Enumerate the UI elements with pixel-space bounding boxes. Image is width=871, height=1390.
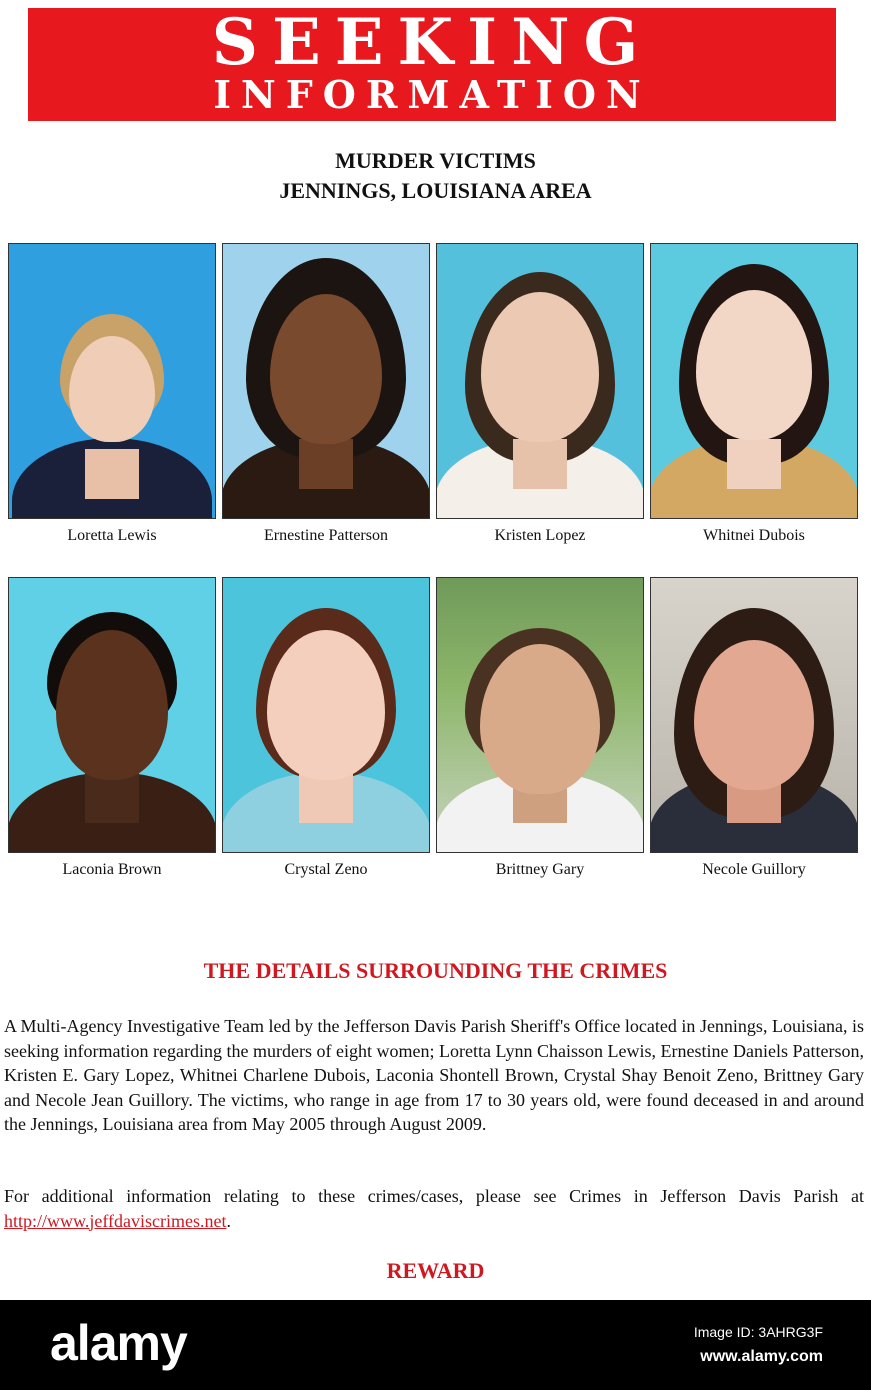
alamy-logo: alamy: [50, 1315, 187, 1371]
heading-murder-victims: MURDER VICTIMS: [335, 148, 536, 173]
details-paragraph: A Multi-Agency Investigative Team led by the Jefferson Davis Parish Sheriff's Office located in Jennings, Louisiana, is seeking information regarding the murders of eight women; Loretta Lynn Chaisson Lewis, Ernestine Daniels Patterson, Kristen E. Gary Lopez, Whitnei Charlene Dubois, Laconia Shontell Brown, Crystal Shay Benoit Zeno, Brittney Gary and Necole Jean Guillory. The victims, who range in age from 17 to 30 years old, were found deceased in and around the Jennings, Louisiana area from May 2005 through August 2009.: [4, 1016, 864, 1134]
victim-photo-crystal-zeno: [222, 577, 430, 853]
banner-seeking-text: SEEKING: [211, 4, 653, 80]
alamy-footer: [0, 1300, 871, 1390]
details-title: THE DETAILS SURROUNDING THE CRIMES: [203, 958, 668, 983]
heading-location: JENNINGS, LOUISIANA AREA: [279, 178, 592, 203]
additional-info-suffix: .: [226, 1210, 231, 1231]
additional-info-text: For additional information relating to these crimes/cases, please see Crimes in Jefferson Davis Parish at: [4, 1186, 864, 1206]
banner-information-text: INFORMATION: [213, 71, 651, 117]
victim-name-loretta-lewis: Loretta Lewis: [67, 527, 157, 544]
victim-name-crystal-zeno: Crystal Zeno: [284, 861, 368, 878]
additional-info-paragraph: [4, 1184, 864, 1233]
victim-name-brittney-gary: Brittney Gary: [495, 861, 585, 878]
victim-photo-laconia-brown: [8, 577, 216, 853]
victim-photo-loretta-lewis: [8, 243, 216, 519]
victim-name-ernestine-patterson: Ernestine Patterson: [264, 527, 388, 544]
victim-name-whitnei-dubois: Whitnei Dubois: [703, 527, 805, 544]
victim-photo-necole-guillory: [650, 577, 858, 853]
victim-name-necole-guillory: Necole Guillory: [702, 861, 806, 878]
victim-name-kristen-lopez: Kristen Lopez: [494, 527, 586, 544]
victim-photo-whitnei-dubois: [650, 243, 858, 519]
image-id-text: Image ID: 3AHRG3F: [693, 1324, 823, 1340]
victim-photo-kristen-lopez: [436, 243, 644, 519]
jeffdaviscrimes-link[interactable]: http://www.jeffdaviscrimes.net: [4, 1210, 227, 1231]
victim-photo-brittney-gary: [436, 577, 644, 853]
victim-photo-ernestine-patterson: [222, 243, 430, 519]
victim-name-laconia-brown: Laconia Brown: [62, 861, 162, 878]
seeking-information-banner: [28, 4, 836, 121]
reward-heading: REWARD: [386, 1258, 485, 1283]
alamy-site-text: www.alamy.com: [700, 1348, 823, 1365]
